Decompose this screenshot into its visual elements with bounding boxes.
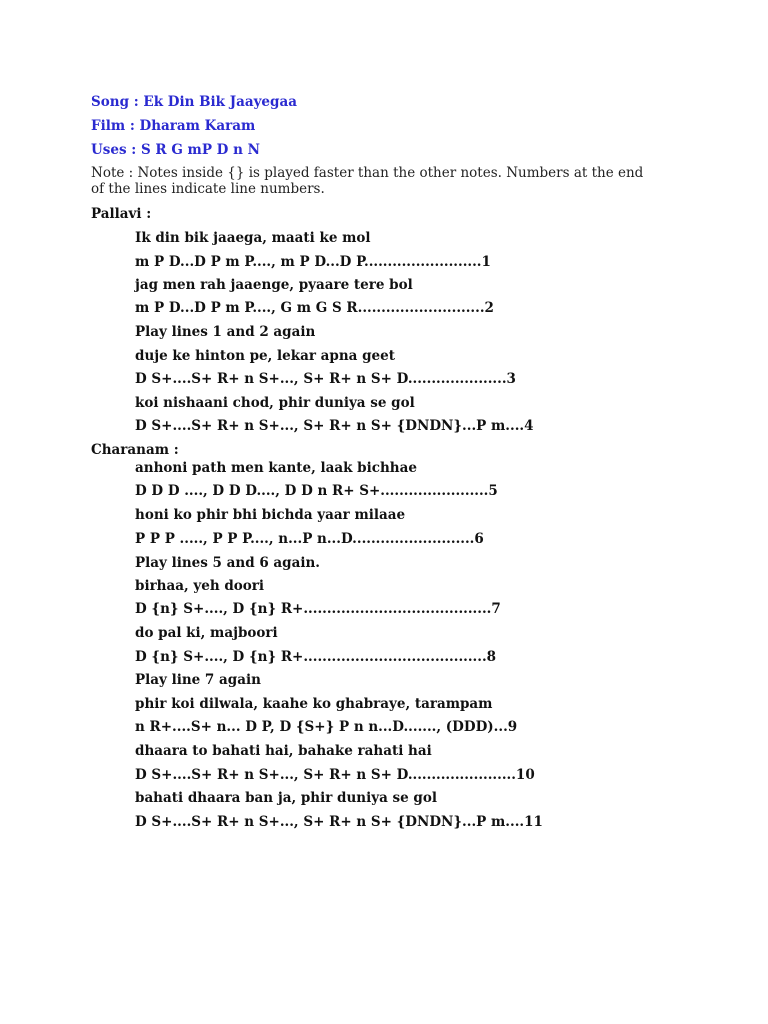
song-value: Ek Din Bik Jaayegaa bbox=[143, 94, 297, 110]
pallavi-line: Ik din bik jaaega, maati ke mol bbox=[135, 230, 371, 246]
pallavi-line: m P D...D P m P...., m P D...D P.........................1 bbox=[135, 254, 491, 270]
charanam-line: phir koi dilwala, kaahe ko ghabraye, tarampam bbox=[135, 696, 493, 712]
pallavi-line: duje ke hinton pe, lekar apna geet bbox=[135, 348, 395, 364]
charanam-line: Play lines 5 and 6 again. bbox=[135, 555, 320, 571]
pallavi-label: Pallavi : bbox=[91, 206, 152, 222]
charanam-line: anhoni path men kante, laak bichhae bbox=[135, 460, 417, 476]
uses-value: S R G mP D n N bbox=[140, 142, 260, 158]
song-label: Song : bbox=[91, 94, 144, 110]
pallavi-line: D S+....S+ R+ n S+..., S+ R+ n S+ D.....................3 bbox=[135, 371, 516, 387]
pallavi-line: Play lines 1 and 2 again bbox=[135, 324, 316, 340]
charanam-line: do pal ki, majboori bbox=[135, 625, 278, 641]
uses-label: Uses : bbox=[91, 142, 141, 158]
charanam-line: D S+....S+ R+ n S+..., S+ R+ n S+ {DNDN}...P m....11 bbox=[135, 814, 543, 830]
song-title bbox=[91, 94, 297, 110]
film-value: Dharam Karam bbox=[139, 118, 256, 134]
charanam-line: dhaara to bahati hai, bahake rahati hai bbox=[135, 743, 432, 759]
charanam-line: D {n} S+...., D {n} R+.......................................8 bbox=[135, 649, 497, 665]
charanam-line: D {n} S+...., D {n} R+........................................7 bbox=[135, 601, 501, 617]
charanam-line: birhaa, yeh doori bbox=[135, 578, 265, 594]
pallavi-line: jag men rah jaaenge, pyaare tere bol bbox=[135, 277, 413, 293]
charanam-line: honi ko phir bhi bichda yaar milaae bbox=[135, 507, 406, 523]
note-text: Note : Notes inside {} is played faster than the other notes. Numbers at the end of the lines indicate line numbers. bbox=[91, 165, 644, 197]
pallavi-line: m P D...D P m P...., G m G S R...........................2 bbox=[135, 300, 494, 316]
charanam-label: Charanam : bbox=[91, 442, 179, 458]
film-label: Film : bbox=[91, 118, 140, 134]
charanam-line: n R+....S+ n... D P, D {S+} P n n...D......., (DDD)...9 bbox=[135, 719, 518, 735]
charanam-line: P P P ....., P P P...., n...P n...D..........................6 bbox=[135, 531, 484, 547]
pallavi-line: koi nishaani chod, phir duniya se gol bbox=[135, 395, 415, 411]
charanam-line: Play line 7 again bbox=[135, 672, 261, 688]
charanam-line: D S+....S+ R+ n S+..., S+ R+ n S+ D.......................10 bbox=[135, 767, 535, 783]
charanam-line: D D D ...., D D D...., D D n R+ S+.......................5 bbox=[135, 483, 498, 499]
film-title bbox=[91, 118, 255, 134]
pallavi-line: D S+....S+ R+ n S+..., S+ R+ n S+ {DNDN}...P m....4 bbox=[135, 418, 534, 434]
charanam-line: bahati dhaara ban ja, phir duniya se gol bbox=[135, 790, 438, 806]
uses-notes bbox=[91, 142, 260, 158]
